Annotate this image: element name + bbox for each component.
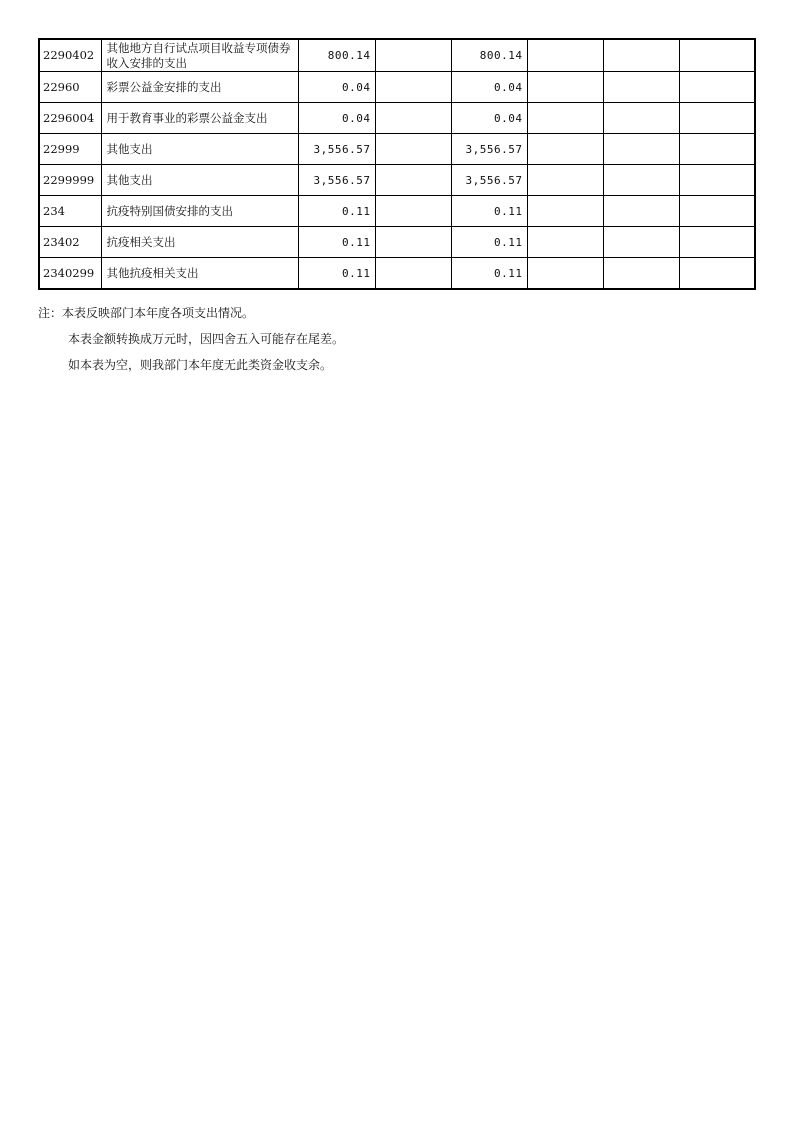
cell-col6	[603, 196, 679, 227]
cell-col4: 3,556.57	[451, 134, 527, 165]
cell-total: 3,556.57	[298, 134, 375, 165]
cell-col4: 0.11	[451, 196, 527, 227]
cell-item-name-text: 其他地方自行试点项目收益专项债券收入安排的支出	[106, 41, 291, 69]
table-row	[39, 258, 755, 290]
cell-total: 3,556.57	[298, 165, 375, 196]
table-row	[39, 103, 755, 134]
cell-col3	[375, 72, 451, 103]
cell-code: 2290402	[39, 39, 101, 72]
cell-col5	[527, 165, 603, 196]
cell-item-name: 其他支出	[101, 134, 298, 165]
cell-col3	[375, 165, 451, 196]
cell-item-name: 抗疫相关支出	[101, 227, 298, 258]
cell-col3	[375, 227, 451, 258]
cell-total: 0.11	[298, 227, 375, 258]
footnote-line-2: 本表金额转换成万元时，因四舍五入可能存在尾差。	[68, 332, 345, 346]
cell-col7	[679, 196, 755, 227]
cell-col6	[603, 39, 679, 72]
cell-col6	[603, 165, 679, 196]
cell-col7	[679, 39, 755, 72]
cell-item-name: 用于教育事业的彩票公益金支出	[101, 103, 298, 134]
cell-col5	[527, 196, 603, 227]
cell-col6	[603, 134, 679, 165]
cell-item-name: 其他支出	[101, 165, 298, 196]
cell-col3	[375, 39, 451, 72]
cell-col3	[375, 258, 451, 290]
cell-item-name: 其他抗疫相关支出	[101, 258, 298, 290]
table-body	[39, 39, 755, 289]
cell-col4: 3,556.57	[451, 165, 527, 196]
cell-col5	[527, 72, 603, 103]
cell-col4: 800.14	[451, 39, 527, 72]
cell-total: 0.04	[298, 72, 375, 103]
cell-total: 0.04	[298, 103, 375, 134]
cell-col6	[603, 258, 679, 290]
cell-item-name: 抗疫特别国债安排的支出	[101, 196, 298, 227]
cell-item-name: 彩票公益金安排的支出	[101, 72, 298, 103]
cell-code: 2299999	[39, 165, 101, 196]
cell-code: 2296004	[39, 103, 101, 134]
cell-code: 22999	[39, 134, 101, 165]
cell-col5	[527, 134, 603, 165]
table-row	[39, 227, 755, 258]
table-row	[39, 165, 755, 196]
cell-col3	[375, 103, 451, 134]
cell-col7	[679, 72, 755, 103]
cell-total: 0.11	[298, 258, 375, 290]
table-row	[39, 196, 755, 227]
cell-code: 22960	[39, 72, 101, 103]
cell-col4: 0.11	[451, 227, 527, 258]
expenditure-table	[38, 38, 756, 290]
cell-total: 800.14	[298, 39, 375, 72]
cell-col7	[679, 103, 755, 134]
cell-col7	[679, 165, 755, 196]
cell-col5	[527, 103, 603, 134]
table-row	[39, 39, 755, 72]
cell-col5	[527, 227, 603, 258]
cell-code: 234	[39, 196, 101, 227]
cell-col6	[603, 72, 679, 103]
cell-col4: 0.04	[451, 72, 527, 103]
cell-col5	[527, 39, 603, 72]
cell-col7	[679, 134, 755, 165]
cell-code: 2340299	[39, 258, 101, 290]
footnotes	[38, 300, 344, 378]
cell-col3	[375, 196, 451, 227]
cell-item-name	[101, 39, 298, 72]
cell-col6	[603, 103, 679, 134]
cell-col6	[603, 227, 679, 258]
cell-col3	[375, 134, 451, 165]
table-row	[39, 134, 755, 165]
footnote-line-1: 注：本表反映部门本年度各项支出情况。	[38, 306, 255, 320]
cell-col4: 0.04	[451, 103, 527, 134]
cell-col4: 0.11	[451, 258, 527, 290]
table-row	[39, 72, 755, 103]
cell-total: 0.11	[298, 196, 375, 227]
cell-col7	[679, 227, 755, 258]
footnote-line-3: 如本表为空，则我部门本年度无此类资金收支余。	[68, 358, 333, 372]
cell-code: 23402	[39, 227, 101, 258]
cell-col5	[527, 258, 603, 290]
cell-col7	[679, 258, 755, 290]
